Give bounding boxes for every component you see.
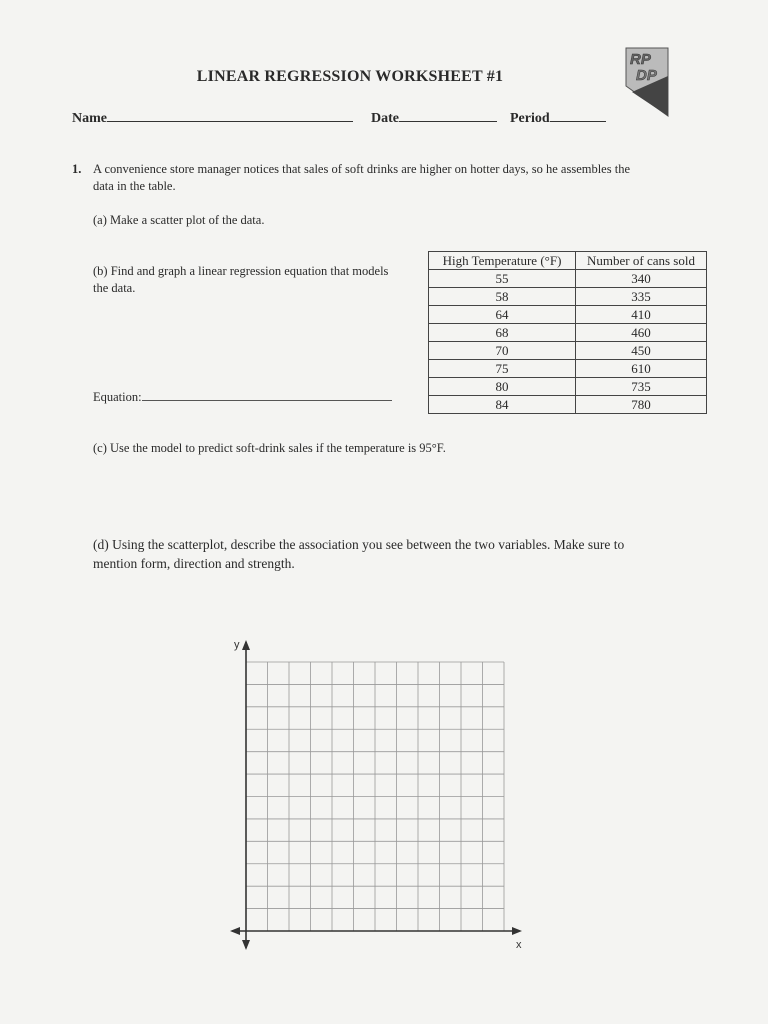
logo: [624, 46, 670, 118]
part-c-text: (c) Use the model to predict soft-drink sales if the temperature is 95°F.: [93, 441, 446, 455]
logo-text-top: RP: [630, 51, 651, 68]
date-field[interactable]: [371, 108, 497, 127]
period-field[interactable]: [510, 108, 606, 127]
period-label: Period: [510, 111, 550, 126]
question-number: 1.: [72, 162, 82, 176]
grid-lines: [246, 662, 504, 931]
table-row: 58 335: [429, 288, 707, 306]
table-row: 70 450: [429, 342, 707, 360]
y-axis-label: y: [234, 639, 240, 651]
table-row: 64 410: [429, 306, 707, 324]
equation-line[interactable]: [142, 388, 392, 401]
date-line[interactable]: [399, 108, 497, 122]
period-line[interactable]: [550, 108, 606, 122]
y-axis-arrow-down: [242, 940, 250, 950]
part-b-text: (b) Find and graph a linear regression equation that models the data.: [93, 264, 389, 295]
name-line[interactable]: [107, 108, 353, 122]
table-row: 68 460: [429, 324, 707, 342]
table-header-temperature: High Temperature (°F): [429, 252, 576, 270]
table-row: 80 735: [429, 378, 707, 396]
equation-field[interactable]: [93, 388, 392, 406]
page-title: LINEAR REGRESSION WORKSHEET #1: [196, 68, 504, 85]
table-row: 75 610: [429, 360, 707, 378]
date-label: Date: [371, 111, 399, 126]
part-a-text: (a) Make a scatter plot of the data.: [93, 213, 265, 227]
table-row: 55 340: [429, 270, 707, 288]
name-field[interactable]: [72, 108, 353, 127]
equation-label: Equation:: [93, 390, 142, 404]
data-table: [428, 251, 707, 414]
x-axis-arrow-right: [512, 927, 522, 935]
x-axis-arrow-left: [230, 927, 240, 935]
name-label: Name: [72, 111, 107, 126]
table-row: 84 780: [429, 396, 707, 414]
logo-text-bottom: DP: [636, 67, 657, 84]
x-axis-label: x: [516, 939, 522, 951]
scatter-plot-grid[interactable]: [222, 632, 532, 960]
y-axis-arrow-up: [242, 640, 250, 650]
table-header-cans: Number of cans sold: [576, 252, 707, 270]
question-prompt: A convenience store manager notices that sales of soft drinks are higher on hotter days, so he assembles the data in the table.: [93, 162, 630, 193]
part-d-text: (d) Using the scatterplot, describe the association you see between the two variables. Make sure to mention form, direction and strength.: [93, 537, 625, 571]
